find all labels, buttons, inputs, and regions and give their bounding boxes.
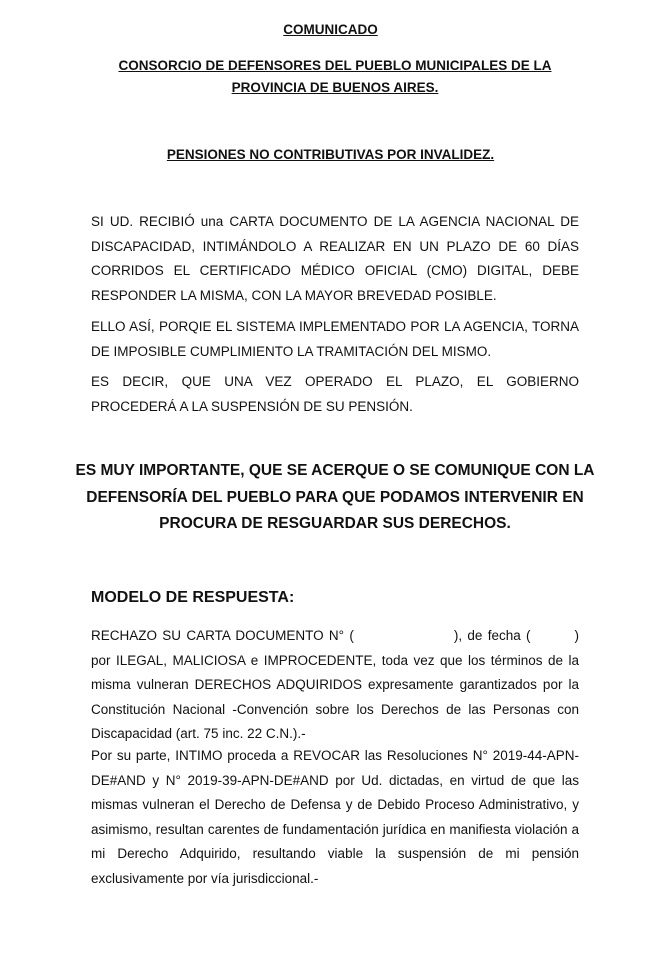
reply-rejection-start: RECHAZO SU CARTA DOCUMENTO N° ( xyxy=(91,628,354,643)
paragraph-consequence: ES DECIR, QUE UNA VEZ OPERADO EL PLAZO, EL GOBIERNO PROCEDERÁ A LA SUSPENSIÓN DE SU PENSIÓN. xyxy=(91,374,579,414)
model-heading: MODELO DE RESPUESTA: xyxy=(91,589,295,606)
organization-name: CONSORCIO DE DEFENSORES DEL PUEBLO MUNICIPALES DE LA PROVINCIA DE BUENOS AIRES. xyxy=(118,58,552,95)
paragraph-notice: SI UD. RECIBIÓ una CARTA DOCUMENTO DE LA AGENCIA NACIONAL DE DISCAPACIDAD, INTIMÁNDOLO A REALIZAR EN UN PLAZO DE 60 DÍAS CORRIDOS EL CERTIFICADO MÉDICO OFICIAL (CMO) DIGITAL, DEBE RESPONDER LA MISMA, CON LA MAYOR BREVEDAD POSIBLE. xyxy=(91,214,579,303)
topic-heading: PENSIONES NO CONTRIBUTIVAS POR INVALIDEZ. xyxy=(166,147,495,162)
document-title: COMUNICADO xyxy=(283,22,378,37)
reply-paragraph-rejection xyxy=(91,624,579,747)
important-notice: ES MUY IMPORTANTE, QUE SE ACERQUE O SE COMUNIQUE CON LA DEFENSORÍA DEL PUEBLO PARA QUE PODAMOS INTERVENIR EN PROCURA DE RESGUARDAR SUS DERECHOS. xyxy=(75,462,595,532)
reply-paragraph-demand: Por su parte, INTIMO proceda a REVOCAR las Resoluciones N° 2019-44-APN-DE#AND y N° 2019-39-APN-DE#AND por Ud. dictadas, en virtud de que las mismas vulneran el Derecho de Defensa y de Debido Proceso Administrativo, y asimismo, resultan carentes de fundamentación jurídica en manifiesta violación a mi Derecho Adquirido, resultando viable la suspensión de mi pensión exclusivamente por vía jurisdiccional.- xyxy=(91,748,579,886)
paragraph-reason: ELLO ASÍ, PORQIE EL SISTEMA IMPLEMENTADO POR LA AGENCIA, TORNA DE IMPOSIBLE CUMPLIMIENTO LA TRAMITACIÓN DEL MISMO. xyxy=(91,319,579,359)
reply-rejection-rest: ) por ILEGAL, MALICIOSA e IMPROCEDENTE, toda vez que los términos de la misma vulneran DERECHOS ADQUIRIDOS expresamente garantizados por la Constitución Nacional -Convención sobre los Derechos de las Personas con Discapacidad (art. 75 inc. 22 C.N.).- xyxy=(91,628,579,741)
reply-rejection-date-label: ), de fecha ( xyxy=(453,628,531,643)
